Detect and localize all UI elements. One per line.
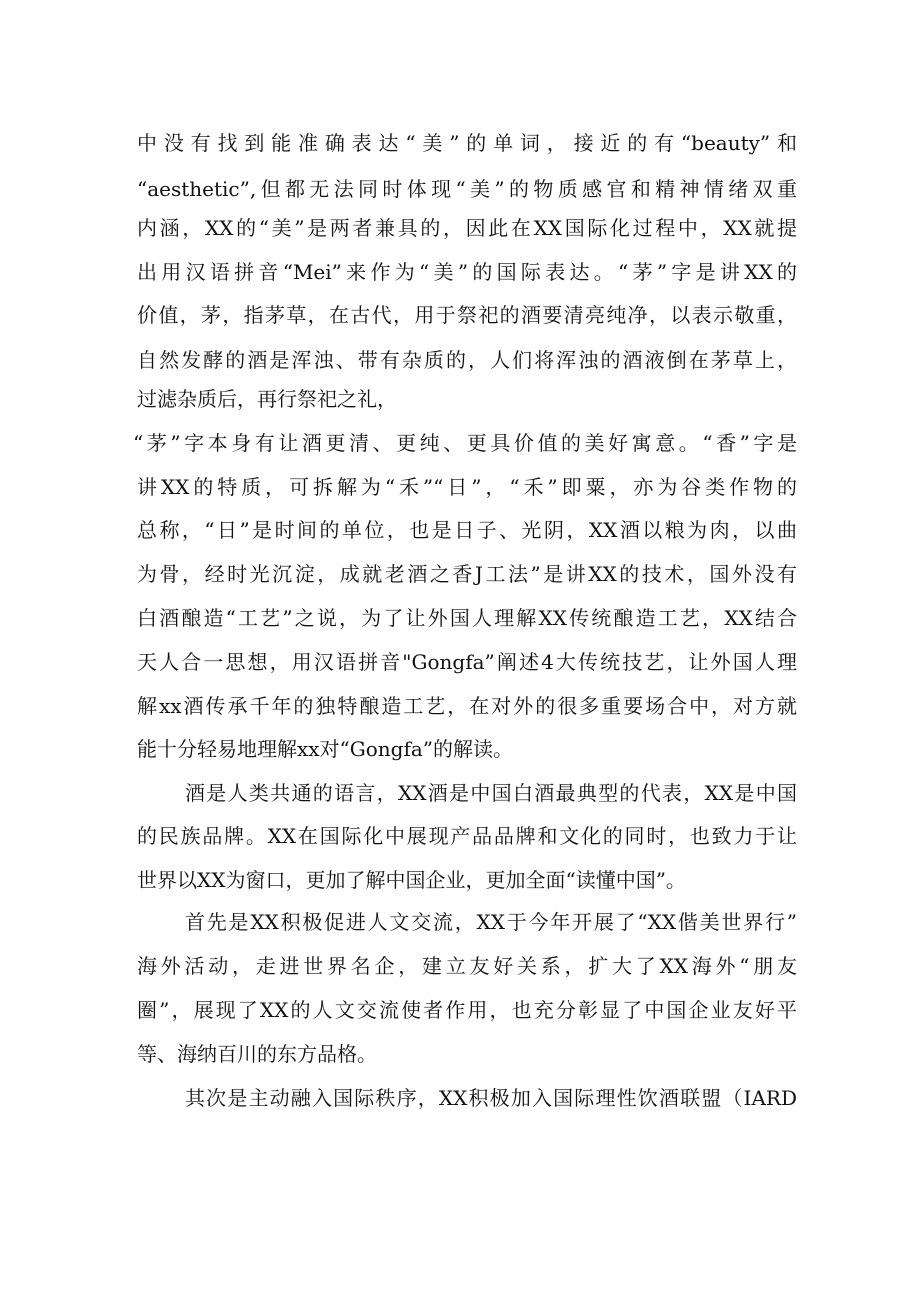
text-line: 圈”，展现了XX的人文交流使者作用，也充分彰显了中国企业友好平 [137, 998, 797, 1022]
text-line: 海外活动，走进世界名企，建立友好关系，扩大了XX海外“朋友 [137, 954, 797, 978]
text-line: 天人合一思想，用汉语拼音"Gongfa”阐述4大传统技艺，让外国人理 [137, 650, 797, 674]
text-line: 过滤杂质后，再行祭祀之礼， [137, 387, 397, 411]
text-line: 解xx酒传承千年的独特酿造工艺，在对外的很多重要场合中，对方就 [137, 694, 797, 718]
text-line: 白酒酿造“工艺”之说，为了让外国人理解XX传统酿造工艺，XX结合 [137, 606, 797, 630]
text-line: 出用汉语拼音“Mei”来作为“美”的国际表达。“茅”字是讲XX的 [137, 260, 797, 284]
text-line: 世界以XX为窗口，更加了解中国企业，更加全面“读懂中国”。 [137, 868, 686, 892]
text-line: 的民族品牌。XX在国际化中展现产品品牌和文化的同时，也致力于让 [137, 824, 797, 848]
text-line: “茅”字本身有让酒更清、更纯、更具价值的美好寓意。“香”字是 [133, 431, 797, 455]
text-line: “aesthetic”,但都无法同时体现“美”的物质感官和精神情绪双重 [137, 177, 797, 201]
text-line: 等、海纳百川的东方品格。 [137, 1042, 377, 1066]
text-line: 酒是人类共通的语言，XX酒是中国白酒最典型的代表，XX是中国 [185, 781, 797, 805]
text-line: 讲XX的特质，可拆解为“禾”“日”，“禾”即粟，亦为谷类作物的 [137, 475, 797, 499]
text-line: 其次是主动融入国际秩序，XX积极加入国际理性饮酒联盟（IARD [185, 1086, 797, 1110]
text-line: 价值，茅，指茅草，在古代，用于祭祀的酒要清亮纯净，以表示敬重， [137, 303, 797, 327]
text-line: 首先是XX积极促进人文交流，XX于今年开展了“XX偕美世界行” [185, 910, 797, 934]
text-line: 自然发酵的酒是浑浊、带有杂质的，人们将浑浊的酒液倒在茅草上， [137, 348, 797, 372]
text-line: 为骨，经时光沉淀，成就老酒之香J工法”是讲XX的技术，国外没有 [137, 562, 797, 586]
text-line: 内涵，XX的“美”是两者兼具的，因此在XX国际化过程中，XX就提 [137, 216, 797, 240]
text-line: 能十分轻易地理解xx对“Gongfa”的解读。 [137, 737, 514, 761]
text-line: 中没有找到能准确表达“美”的单词，接近的有“beauty”和 [137, 131, 797, 155]
text-line: 总称，“日”是时间的单位，也是日子、光阴，XX酒以粮为肉，以曲 [137, 518, 797, 542]
